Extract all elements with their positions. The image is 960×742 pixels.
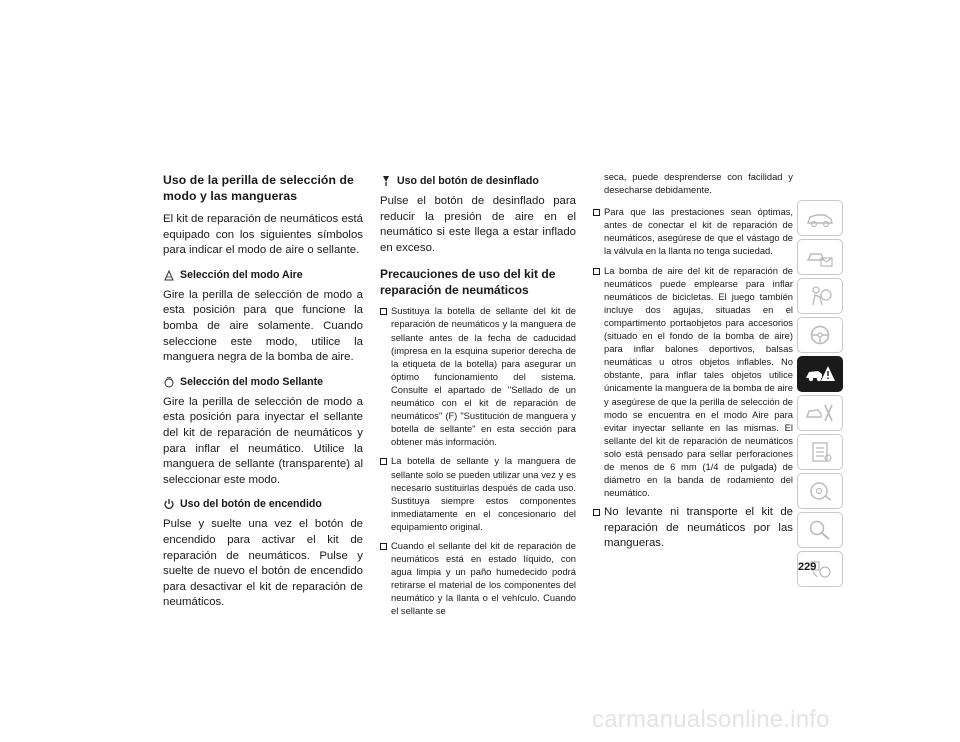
tab-multimedia[interactable] — [797, 473, 843, 509]
steering-wheel-icon — [805, 324, 835, 346]
power-button-title: Uso del botón de encendido — [180, 498, 322, 511]
sealant-mode-heading — [163, 375, 363, 389]
section-heading-knob-hoses: Uso de la perilla de selección de modo y las mangueras — [163, 173, 354, 203]
bullet-box-icon — [593, 268, 600, 275]
tab-getting-to-know[interactable] — [797, 239, 843, 275]
list-item: Cuando el sellante del kit de reparación de neumáticos está en estado líquido, con agua limpia y un paño humedecido podrá retirarse el material de los componentes del neumático y la llanta o el vehículo. Cuando el sellante se — [380, 539, 576, 618]
power-button-text: Pulse y suelte una vez el botón de encendido para activar el kit de reparación de neumáticos. Pulse y suelte de nuevo el botón de encendido para desactivar el kit de reparación de neumáticos. — [163, 518, 363, 609]
sealant-mode-text: Gire la perilla de selección de modo a esta posición para inyectar el sellante del kit de reparación de neumáticos y para inflar el neumático. Utilice la manguera de sellante (transparente) al seleccionar este modo. — [163, 395, 363, 486]
air-mode-text: Gire la perilla de selección de modo a esta posición para que funcione la bomba de aire solamente. Cuando seleccione este modo, utilice la manguera negra de la bomba de aire. — [163, 288, 363, 364]
bullet-box-icon — [380, 458, 387, 465]
list-item: No levante ni transporte el kit de reparación de neumáticos por las mangueras. — [593, 505, 793, 552]
column-2 — [380, 172, 576, 624]
intro-paragraph: El kit de reparación de neumáticos está equipado con los siguientes símbolos para indicar el modo de aire o sellante. — [163, 213, 363, 257]
tab-car-info[interactable] — [797, 200, 843, 236]
car-warning-icon — [804, 363, 836, 385]
list-item: La botella de sellante y la manguera de sellante solo se pueden utilizar una vez y es necesario sustituirlas después de cada uso. Sustituya siempre estos componentes inmediatamente en el concesionario del equipamiento original. — [380, 454, 576, 533]
deflate-button-title: Uso del botón de desinflado — [397, 175, 539, 187]
tab-in-case-of-emergency[interactable] — [797, 356, 843, 392]
air-mode-title: Selección del modo Aire — [180, 268, 303, 281]
deflate-icon — [380, 175, 392, 187]
magnifier-index-icon — [805, 519, 835, 541]
tab-starting-operating[interactable] — [797, 317, 843, 353]
bullet-box-icon — [380, 543, 387, 550]
airbag-person-icon — [805, 285, 835, 307]
chapter-tabs — [797, 200, 843, 590]
car-info-icon — [805, 207, 835, 229]
tab-index[interactable] — [797, 512, 843, 548]
bullet-box-icon — [380, 308, 387, 315]
tire-air-icon — [163, 269, 175, 281]
bullet-box-icon — [593, 209, 600, 216]
multimedia-disc-icon — [805, 480, 835, 502]
envelope-car-icon — [805, 246, 835, 268]
power-icon — [163, 498, 175, 510]
deflate-button-heading — [380, 174, 576, 188]
page-number: 229 — [798, 561, 817, 573]
power-button-heading — [163, 497, 363, 511]
tab-safety[interactable] — [797, 278, 843, 314]
tab-technical-specifications[interactable] — [797, 434, 843, 470]
watermark: carmanualsonline.info — [592, 706, 830, 733]
precautions-heading: Precauciones de uso del kit de reparación de neumáticos — [380, 267, 556, 298]
list-item: La bomba de aire del kit de reparación de neumáticos puede emplearse para inflar neumáticos de bicicletas. El juego también incluye dos agujas, situadas en el compartimento portaobjetos para accesorios (situado en el fondo de la bomba de aire) para inflar balones deportivos, balsas neumáticas u otros objetos inflables. No obstante, para inflar tales objetos utilice únicamente la manguera de la bomba de aire y asegúrese de que la perilla de selección de modo se encuentra en el modo Aire para evitar inyectar sellante en las mismas. El sellante del kit de reparación de neumáticos solo está pensado para sellar perforaciones de menos de 6 mm (1/4 de pulgada) de diámetro en la banda de rodamiento del neumático. — [593, 264, 793, 500]
tire-sealant-icon — [163, 376, 175, 388]
column-1 — [163, 172, 363, 620]
tab-servicing-maintenance[interactable] — [797, 395, 843, 431]
deflate-button-text: Pulse el botón de desinflado para reducir la presión de aire en el neumático si este llega a estar inflado en exceso. — [380, 195, 576, 254]
car-tools-icon — [805, 402, 835, 424]
specifications-list-icon — [805, 441, 835, 463]
bullet-box-icon — [593, 509, 600, 516]
precautions-list — [380, 304, 576, 617]
column-3 — [593, 170, 793, 558]
air-mode-heading — [163, 268, 363, 282]
continued-text: seca, puede desprenderse con facilidad y desecharse debidamente. — [604, 171, 793, 196]
list-item: Para que las prestaciones sean óptimas, antes de conectar el kit de reparación de neumáticos, asegúrese de que el vástago de la válvula en la llanta no tenga suciedad. — [593, 205, 793, 257]
precautions-list-continued — [593, 205, 793, 552]
list-item: Sustituya la botella de sellante del kit de reparación de neumáticos y la manguera de sellante antes de la fecha de caducidad (impresa en la esquina superior derecha de la etiqueta de la botella) para asegurar un óptimo funcionamiento del sistema. Consulte el apartado de "Sellado de un neumático con el kit de reparación de neumáticos" (F) "Sustitución de manguera y botella de sellante" en esta sección para obtener más información. — [380, 304, 576, 448]
sealant-mode-title: Selección del modo Sellante — [180, 375, 324, 388]
